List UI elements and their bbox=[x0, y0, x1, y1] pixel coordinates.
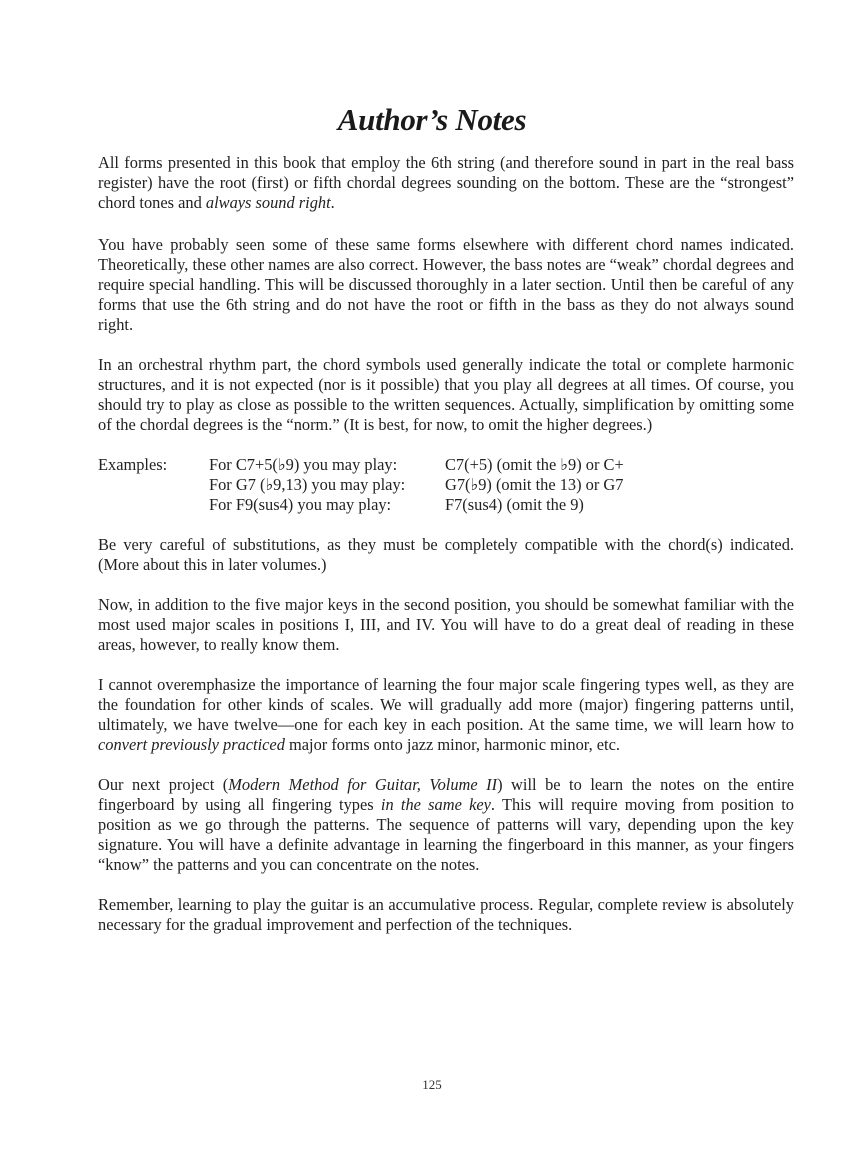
page-number: 125 bbox=[422, 1077, 442, 1092]
paragraph-text: I cannot overemphasize the importance of learning the four major scale fingering types well, as they are the foundation for other kinds of scales. We will gradually add more (major) fingering patterns until, ultimately, we have twelve—one for each key in each position. At the same time, we will learn how to bbox=[98, 675, 794, 734]
paragraph-text: . bbox=[330, 193, 335, 212]
paragraph-bass-forms bbox=[98, 153, 794, 213]
examples-block bbox=[98, 455, 794, 515]
example-chord: For C7+5(♭9) you may play: bbox=[209, 455, 398, 474]
paragraph-text: Our next project ( bbox=[98, 775, 229, 794]
example-chord: For G7 (♭9,13) you may play: bbox=[209, 475, 406, 494]
paragraph-substitutions: Be very careful of substitutions, as they must be completely compatible with the chord(s) indicated. (More about this in later volumes.) bbox=[98, 535, 794, 574]
paragraph-remember: Remember, learning to play the guitar is an accumulative process. Regular, complete review is absolutely necessary for the gradual improvement and perfection of the techniques. bbox=[98, 895, 794, 934]
example-simplification: G7(♭9) (omit the 13) or G7 bbox=[445, 475, 624, 494]
paragraph-text: major forms onto jazz minor, harmonic minor, etc. bbox=[284, 735, 620, 754]
paragraph-positions: Now, in addition to the five major keys in the second position, you should be somewhat familiar with the most used major scales in positions I, III, and IV. You will have to do a great deal of reading in these areas, however, to really know them. bbox=[98, 595, 794, 654]
paragraph-text: . This will require moving from position to position as we go through the patterns. The sequence of patterns will vary, depending upon the key signature. You will have a definite advantage in learning the fingerboard in this manner, as your fingers “know” the patterns and you can concentrate on the notes. bbox=[98, 795, 794, 874]
book-title-text: Modern Method for Guitar, Volume II bbox=[228, 775, 498, 794]
paragraph-fingering-types bbox=[98, 675, 794, 755]
examples-label: Examples: bbox=[98, 455, 168, 474]
example-row bbox=[98, 455, 794, 475]
emphasis-text: convert previously practiced bbox=[98, 735, 285, 754]
paragraph-text: All forms presented in this book that employ the 6th string (and therefore sound in part in the real bass register) have the root (first) or fifth chordal degrees sounding on the bottom. These are the “strongest” chord tones and bbox=[98, 153, 794, 212]
paragraph-next-project bbox=[98, 775, 794, 875]
example-chord: For F9(sus4) you may play: bbox=[209, 495, 392, 514]
paragraph-text: ) will be to learn the notes on the entire fingerboard by using all fingering types bbox=[98, 775, 795, 814]
paragraph-chord-names: You have probably seen some of these same forms elsewhere with different chord names indicated. Theoretically, these other names are also correct. However, the bass notes are “weak” chordal degrees and require special handling. This will be discussed thoroughly in a later section. Until then be careful of any forms that use the 6th string and do not have the root or fifth in the bass as they do not always sound right. bbox=[98, 235, 794, 334]
example-row bbox=[98, 495, 794, 515]
example-simplification: C7(+5) (omit the ♭9) or C+ bbox=[445, 455, 624, 474]
emphasis-text: always sound right bbox=[205, 193, 331, 212]
paragraph-orchestral-rhythm: In an orchestral rhythm part, the chord symbols used generally indicate the total or complete harmonic structures, and it is not expected (nor is it possible) that you play all degrees at all times. Of course, you should try to play as close as possible to the written sequences. Actually, simplification by omitting some of the chordal degrees is the “norm.” (It is best, for now, to omit the higher degrees.) bbox=[98, 355, 794, 434]
page-title: Author’s Notes bbox=[337, 102, 527, 137]
example-simplification: F7(sus4) (omit the 9) bbox=[445, 495, 584, 514]
emphasis-text: in the same key bbox=[380, 795, 491, 814]
example-row bbox=[98, 475, 794, 495]
